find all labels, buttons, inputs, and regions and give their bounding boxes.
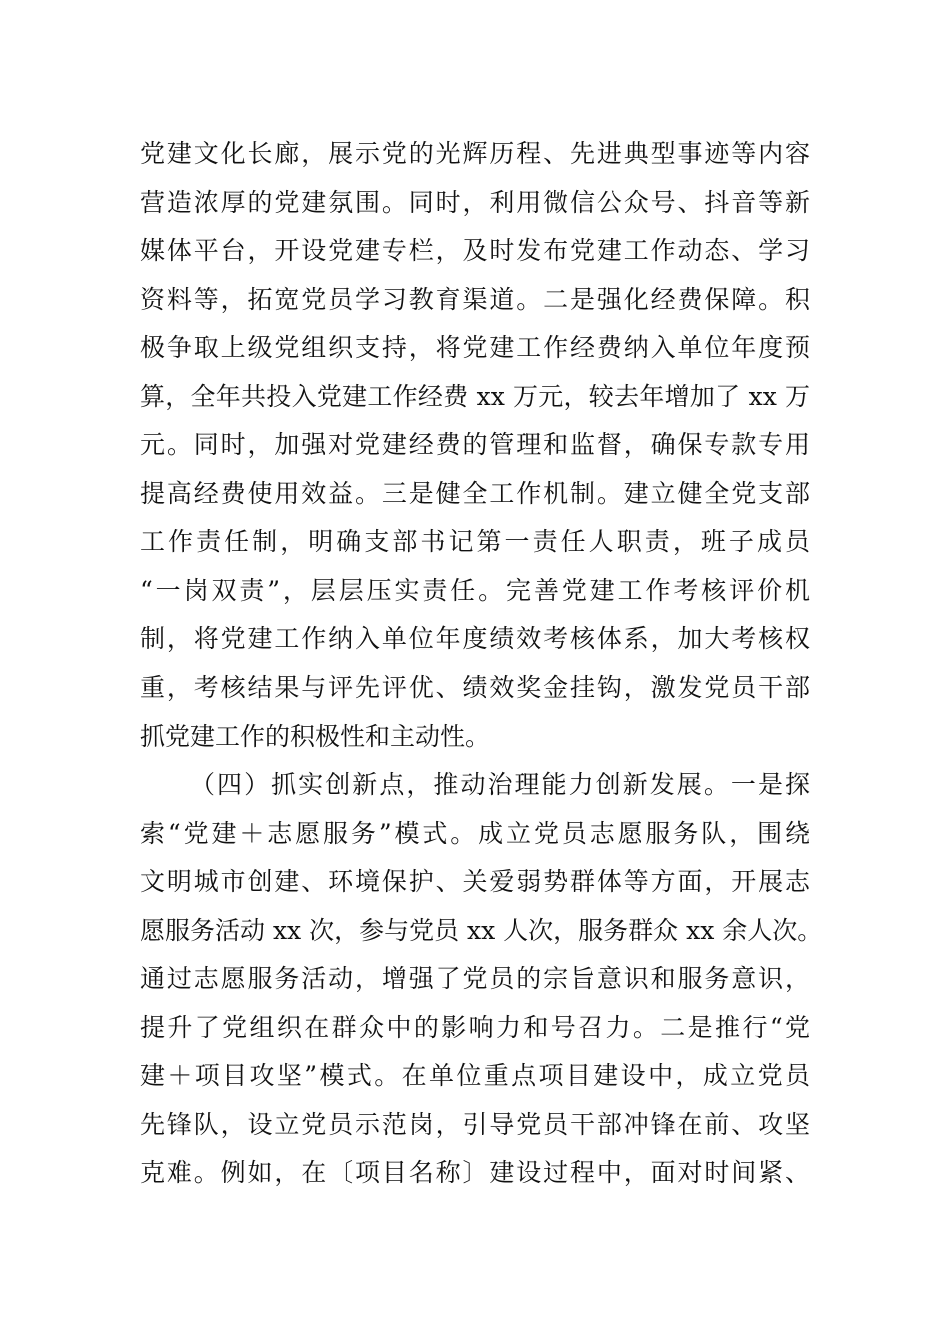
section-heading-line: （四）抓实创新点，推动治理能力创新发展。一是探 (190, 770, 810, 800)
text-line: 克难。例如，在〔项目名称〕建设过程中，面对时间紧、 (140, 1158, 810, 1188)
text-line: 极争取上级党组织支持，将党建工作经费纳入单位年度预 (140, 333, 810, 363)
text-line: 先锋队，设立党员示范岗，引导党员干部冲锋在前、攻坚 (140, 1109, 810, 1139)
text-line: 资料等，拓宽党员学习教育渠道。二是强化经费保障。积 (140, 284, 810, 314)
text-line: 提高经费使用效益。三是健全工作机制。建立健全党支部 (140, 478, 810, 508)
text-line: 党建文化长廊，展示党的光辉历程、先进典型事迹等内容 (140, 139, 810, 168)
text-line: “一岗双责”，层层压实责任。完善党建工作考核评价机 (140, 575, 810, 605)
text-line: 制，将党建工作纳入单位年度绩效考核体系，加大考核权 (140, 624, 810, 654)
text-line: 建＋项目攻坚”模式。在单位重点项目建设中，成立党员 (140, 1061, 810, 1091)
text-line: 索“党建＋志愿服务”模式。成立党员志愿服务队，围绕 (140, 818, 810, 848)
text-line: 媒体平台，开设党建专栏，及时发布党建工作动态、学习 (140, 236, 810, 266)
body-text (140, 130, 823, 1198)
text-line: 文明城市创建、环境保护、关爱弱势群体等方面，开展志 (140, 867, 810, 897)
text-line: 元。同时，加强对党建经费的管理和监督，确保专款专用 (140, 430, 810, 460)
text-line: 重，考核结果与评先评优、绩效奖金挂钩，激发党员干部 (140, 673, 810, 703)
text-line: 通过志愿服务活动，增强了党员的宗旨意识和服务意识， (140, 964, 810, 994)
text-line: 工作责任制，明确支部书记第一责任人职责，班子成员 (140, 527, 810, 557)
paragraph-end-line: 抓党建工作的积极性和主动性。 (140, 721, 491, 751)
text-line: 提升了党组织在群众中的影响力和号召力。二是推行“党 (140, 1012, 810, 1042)
text-line: 算，全年共投入党建工作经费 xx 万元，较去年增加了 xx 万 (140, 381, 810, 411)
text-line: 愿服务活动 xx 次，参与党员 xx 人次，服务群众 xx 余人次。 (140, 915, 823, 945)
text-line: 营造浓厚的党建氛围。同时，利用微信公众号、抖音等新 (140, 187, 810, 217)
